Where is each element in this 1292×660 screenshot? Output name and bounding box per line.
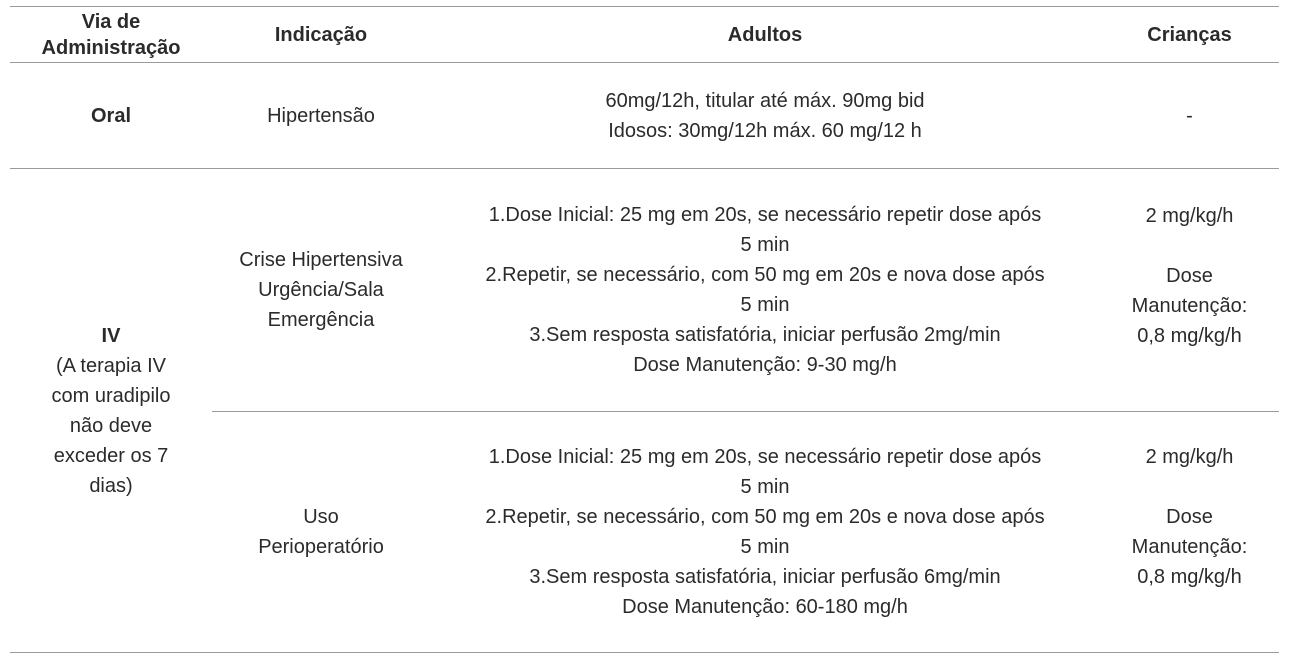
crise-criancas-manutencao-line: 0,8 mg/kg/h (1137, 325, 1242, 347)
periop-adultos-line: 1.Dose Inicial: 25 mg em 20s, se necessário repetir dose após (488, 446, 1042, 468)
crise-indicacao-line: Emergência (267, 309, 375, 331)
periop-adultos-line: 3.Sem resposta satisfatória, iniciar perfusão 6mg/min (529, 566, 1001, 588)
periop-adultos-cell (430, 412, 1100, 652)
header-criancas-label: Crianças (1147, 23, 1232, 46)
iv-via-label: IV (101, 324, 121, 347)
crise-adultos-line: 5 min (740, 234, 790, 256)
oral-via-label: Oral (90, 104, 132, 127)
periop-adultos-line: 5 min (740, 536, 790, 558)
oral-criancas-cell (1100, 63, 1279, 168)
crise-indicacao-line: Urgência/Sala (258, 279, 384, 301)
periop-adultos-line: 2.Repetir, se necessário, com 50 mg em 20s e nova dose após (485, 506, 1045, 528)
header-indicacao-label: Indicação (274, 23, 368, 46)
crise-indicacao-line: Crise Hipertensiva (239, 249, 403, 271)
header-adultos (430, 7, 1100, 62)
periop-adultos-line: Dose Manutenção: 60-180 mg/h (622, 596, 908, 618)
crise-criancas-manutencao-line: Dose (1166, 265, 1213, 287)
header-via-line: Administração (41, 36, 181, 59)
iv-via-cell (10, 169, 212, 652)
periop-criancas-manutencao-line: Dose (1166, 506, 1213, 528)
iv-via-note-line: não deve (69, 414, 153, 437)
periop-indicacao-line: Uso (303, 506, 339, 528)
oral-indicacao-cell (212, 63, 430, 168)
crise-indicacao-cell (212, 169, 430, 411)
oral-indicacao-label: Hipertensão (267, 104, 375, 127)
crise-adultos-cell (430, 169, 1100, 411)
header-via-line: Via de (81, 10, 141, 33)
iv-via-note-line: (A terapia IV (55, 354, 167, 377)
periop-criancas-cell (1100, 412, 1279, 652)
periop-indicacao-line: Perioperatório (258, 536, 384, 558)
iv-via-note-line: dias) (89, 474, 133, 497)
crise-adultos-line: 2.Repetir, se necessário, com 50 mg em 20s e nova dose após (485, 264, 1045, 286)
crise-adultos-line: 3.Sem resposta satisfatória, iniciar perfusão 2mg/min (529, 324, 1001, 346)
crise-adultos-line: 5 min (740, 294, 790, 316)
header-indicacao (212, 7, 430, 62)
periop-indicacao-cell (212, 412, 430, 652)
table-bottom-border (10, 652, 1279, 653)
oral-criancas-value: - (1186, 104, 1193, 127)
periop-adultos-line: 5 min (740, 476, 790, 498)
oral-adultos-line: Idosos: 30mg/12h máx. 60 mg/12 h (608, 119, 922, 142)
periop-criancas-dose: 2 mg/kg/h (1145, 446, 1234, 468)
crise-adultos-line: Dose Manutenção: 9-30 mg/h (633, 354, 897, 376)
header-criancas (1100, 7, 1279, 62)
periop-criancas-manutencao-line: 0,8 mg/kg/h (1137, 566, 1242, 588)
header-via-administracao (10, 7, 212, 62)
header-adultos-label: Adultos (727, 23, 803, 46)
oral-via-cell (10, 63, 212, 168)
oral-adultos-line: 60mg/12h, titular até máx. 90mg bid (605, 89, 925, 112)
crise-criancas-cell (1100, 169, 1279, 411)
oral-adultos-cell (430, 63, 1100, 168)
crise-adultos-line: 1.Dose Inicial: 25 mg em 20s, se necessário repetir dose após (488, 204, 1042, 226)
iv-via-note-line: exceder os 7 (53, 444, 169, 467)
crise-criancas-dose: 2 mg/kg/h (1145, 205, 1234, 227)
crise-criancas-manutencao-line: Manutenção: (1131, 295, 1248, 317)
periop-criancas-manutencao-line: Manutenção: (1131, 536, 1248, 558)
iv-via-note-line: com uradipilo (51, 384, 171, 407)
